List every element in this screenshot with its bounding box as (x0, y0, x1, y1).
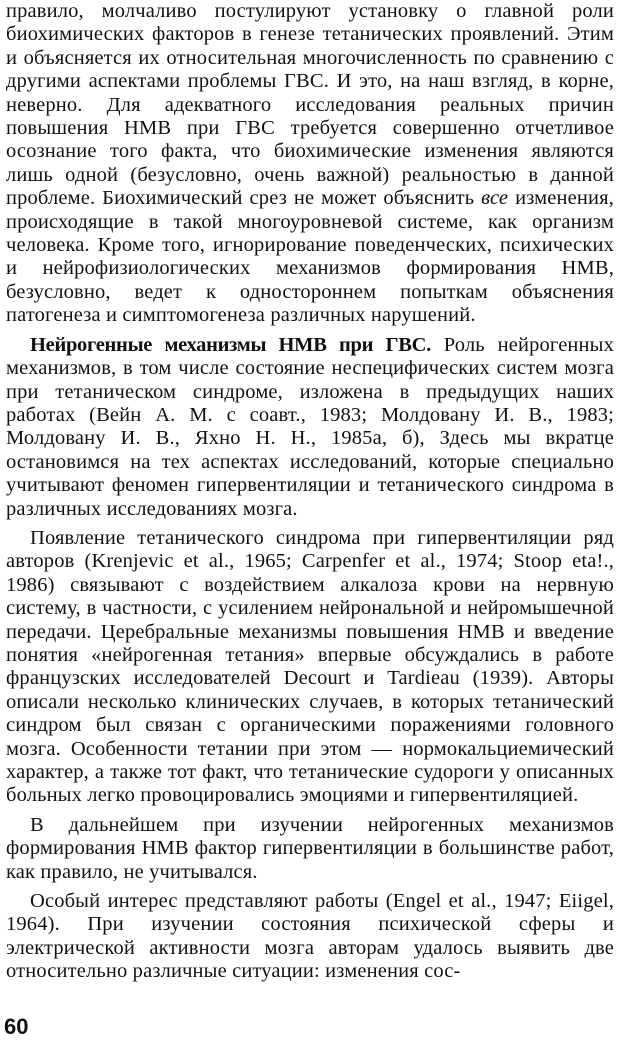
paragraph-2 (6, 334, 614, 521)
paragraph-3 (6, 527, 614, 808)
paragraph-3-text: Появление тетанического синдрома при гипервентиляции ряд авторов (Krenjevic et al., 1965; Carpenfer et al., 1974; Stoop eta!., 1986) связывают с воздействием алкалоза крови на нервную систему, в частности, с усилением нейрональной и нейромышечной передачи. Церебральные механизмы повышения НМВ и введение понятия «нейрогенная тетания» впервые обсуждались в работе французских исследователей Decourt и Tardieau (1939). Авторы описали несколько клинических случаев, в которых тетанический синдром был связан с органическими поражениями головного мозга. Особенности тетании при этом — нормокальциемический характер, а также тот факт, что тетанические судороги у описанных больных легко провоцировались эмоциями и гипервентиляцией. (6, 526, 614, 807)
paragraph-5 (6, 890, 614, 984)
paragraph-4-text: В дальнейшем при изучении нейрогенных механизмов формирования НМВ фактор гипервентиляции в большинстве работ, как правило, не учитывался. (6, 813, 614, 883)
paragraph-1-text-b: изменения, происходящие в такой многоуровневой системе, как организм человека. Кроме того, игнорирование поведенческих, психических и нейрофизиологических механизмов формирования НМВ, безусловно, ведет к одностороннем попыткам объяснения патогенеза и симптомогенеза различных нарушений. (6, 187, 614, 327)
paragraph-1-text-a: правило, молчаливо постулируют установку о главной роли биохимических факторов в генезе тетанических проявлений. Этим и объясняется их относительная многочисленность по сравнению с другими аспектами проблемы ГВС. И это, на наш взгляд, в корне, неверно. Для адекватного исследования реальных причин повышения НМВ при ГВС требуется совершенно отчетливое осознание того факта, что биохимические изменения являются лишь одной (безусловно, очень важной) реальностью в данной проблеме. Биохимический срез не может объяснить (6, 0, 614, 210)
page-text-body (6, 0, 614, 984)
page-number: 60 (4, 1014, 29, 1039)
paragraph-4 (6, 814, 614, 884)
paragraph-1-emphasis-vse: все (481, 187, 509, 210)
paragraph-2-text: Роль нейрогенных механизмов, в том числе состояние неспецифических систем мозга при тетаническом синдроме, изложена в предыдущих наших работах (Вейн А. М. с соавт., 1983; Молдовану И. В., 1983; Молдовану И. В., Яхно Н. Н., 1985а, б), Здесь мы вкратце остановимся на тех аспектах исследований, которые специально учитывают феномен гипервентиляции и тетанического синдрома в различных исследованиях мозга. (6, 333, 615, 520)
paragraph-1 (6, 0, 614, 328)
paragraph-5-text: Особый интерес представляют работы (Engel et al., 1947; Eiigel, 1964). При изучении состояния психической сферы и электрической активности мозга авторам удалось выявить две относительно различные ситуации: изменения сос- (6, 890, 614, 983)
section-heading-neurogenic-mechanisms: Нейрогенные механизмы НМВ при ГВС. (30, 333, 431, 356)
